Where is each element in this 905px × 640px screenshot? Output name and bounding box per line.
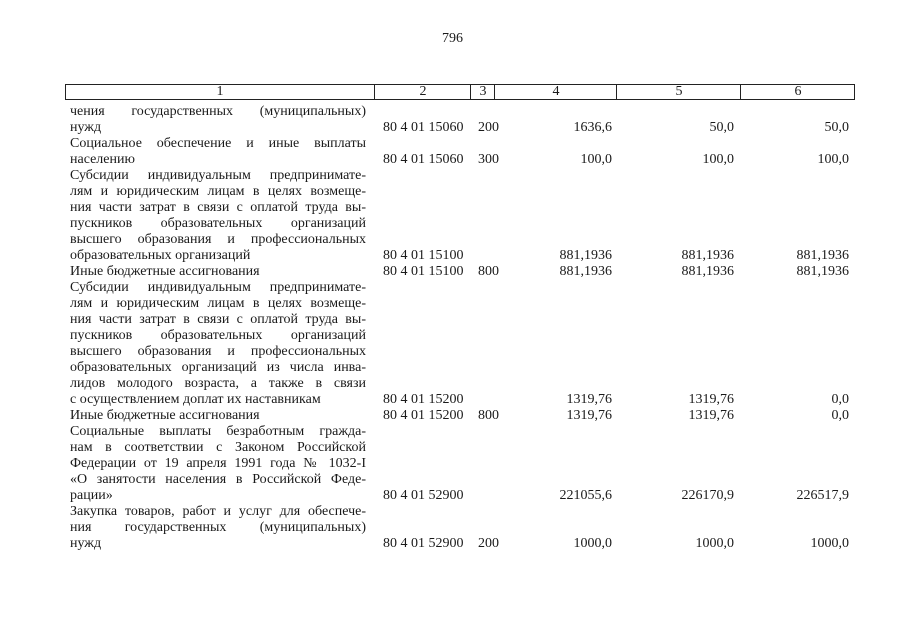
row-value-col6: 226517,9 (796, 488, 849, 503)
header-col-4: 4 (494, 85, 617, 99)
row-value-col4: 1636,6 (573, 120, 612, 135)
description-line: высшего образования и профессиональных (70, 232, 366, 247)
row-description (70, 168, 366, 264)
description-line: ния части затрат в связи с оплатой труда вы- (70, 200, 366, 215)
description-line: ния государственных (муниципальных) (70, 520, 366, 535)
header-col-6: 6 (740, 85, 855, 99)
row-value-col5: 226170,9 (681, 488, 734, 503)
row-description (70, 424, 366, 504)
row-description (70, 136, 366, 168)
description-line: ния части затрат в связи с оплатой труда вы- (70, 312, 366, 327)
row-description (70, 504, 366, 552)
row-value-col4: 1319,76 (566, 392, 612, 407)
row-value-col5: 1319,76 (688, 392, 734, 407)
description-line: рации» (70, 488, 113, 503)
description-line: населению (70, 152, 135, 167)
row-expense-type: 800 (478, 408, 499, 423)
row-description (70, 104, 366, 136)
header-col-1: 1 (216, 84, 224, 99)
row-code: 80 4 01 15100 (383, 264, 464, 279)
row-description (70, 264, 366, 280)
row-value-col6: 50,0 (824, 120, 849, 135)
row-value-col5: 1000,0 (695, 536, 734, 551)
row-value-col6: 881,1936 (796, 264, 849, 279)
header-col-5: 5 (616, 85, 741, 99)
row-expense-type: 200 (478, 536, 499, 551)
description-line: Закупка товаров, работ и услуг для обеспече- (70, 504, 366, 519)
row-code: 80 4 01 52900 (383, 488, 464, 503)
row-code: 80 4 01 15100 (383, 248, 464, 263)
row-value-col6: 881,1936 (796, 248, 849, 263)
header-col-2: 2 (374, 85, 471, 99)
row-value-col4: 1319,76 (566, 408, 612, 423)
row-value-col4: 221055,6 (559, 488, 612, 503)
description-line: нам в соответствии с Законом Российской (70, 440, 366, 455)
description-line: Субсидии индивидуальным предпринимате- (70, 280, 366, 295)
description-line: Федерации от 19 апреля 1991 года № 1032-I (70, 456, 366, 471)
row-code: 80 4 01 52900 (383, 536, 464, 551)
row-value-col5: 881,1936 (681, 264, 734, 279)
description-line: чения государственных (муниципальных) (70, 104, 366, 119)
description-line: Субсидии индивидуальным предпринимате- (70, 168, 366, 183)
row-value-col4: 1000,0 (573, 536, 612, 551)
row-expense-type: 200 (478, 120, 499, 135)
description-line: лям и юридическим лицам в целях возмеще- (70, 184, 366, 199)
row-value-col6: 0,0 (831, 392, 849, 407)
row-code: 80 4 01 15060 (383, 120, 464, 135)
row-code: 80 4 01 15200 (383, 408, 464, 423)
description-line: Социальное обеспечение и иные выплаты (70, 136, 366, 151)
row-expense-type: 300 (478, 152, 499, 167)
description-line: Иные бюджетные ассигнования (70, 408, 260, 423)
row-value-col6: 1000,0 (810, 536, 849, 551)
row-value-col5: 881,1936 (681, 248, 734, 263)
description-line: нужд (70, 120, 102, 135)
row-value-col4: 881,1936 (559, 248, 612, 263)
row-code: 80 4 01 15200 (383, 392, 464, 407)
row-expense-type: 800 (478, 264, 499, 279)
row-code: 80 4 01 15060 (383, 152, 464, 167)
description-line: нужд (70, 536, 102, 551)
description-line: Социальные выплаты безработным гражда- (70, 424, 366, 439)
row-value-col5: 50,0 (709, 120, 734, 135)
row-value-col5: 1319,76 (688, 408, 734, 423)
row-description (70, 280, 366, 408)
header-col-3: 3 (470, 85, 495, 99)
description-line: лидов молодого возраста, а также в связи (70, 376, 366, 391)
description-line: пускников образовательных организаций (70, 328, 366, 343)
row-value-col5: 100,0 (702, 152, 734, 167)
description-line: лям и юридическим лицам в целях возмеще- (70, 296, 366, 311)
description-line: с осуществлением доплат их наставникам (70, 392, 321, 407)
row-description (70, 408, 366, 424)
row-value-col6: 100,0 (817, 152, 849, 167)
description-line: образовательных организаций (70, 248, 251, 263)
description-line: высшего образования и профессиональных (70, 344, 366, 359)
description-line: пускников образовательных организаций (70, 216, 366, 231)
description-line: образовательных организаций из числа инва- (70, 360, 366, 375)
row-value-col4: 100,0 (580, 152, 612, 167)
row-value-col6: 0,0 (831, 408, 849, 423)
page-number: 796 (442, 31, 463, 46)
row-value-col4: 881,1936 (559, 264, 612, 279)
description-line: «О занятости населения в Российской Феде- (70, 472, 366, 487)
description-line: Иные бюджетные ассигнования (70, 264, 260, 279)
